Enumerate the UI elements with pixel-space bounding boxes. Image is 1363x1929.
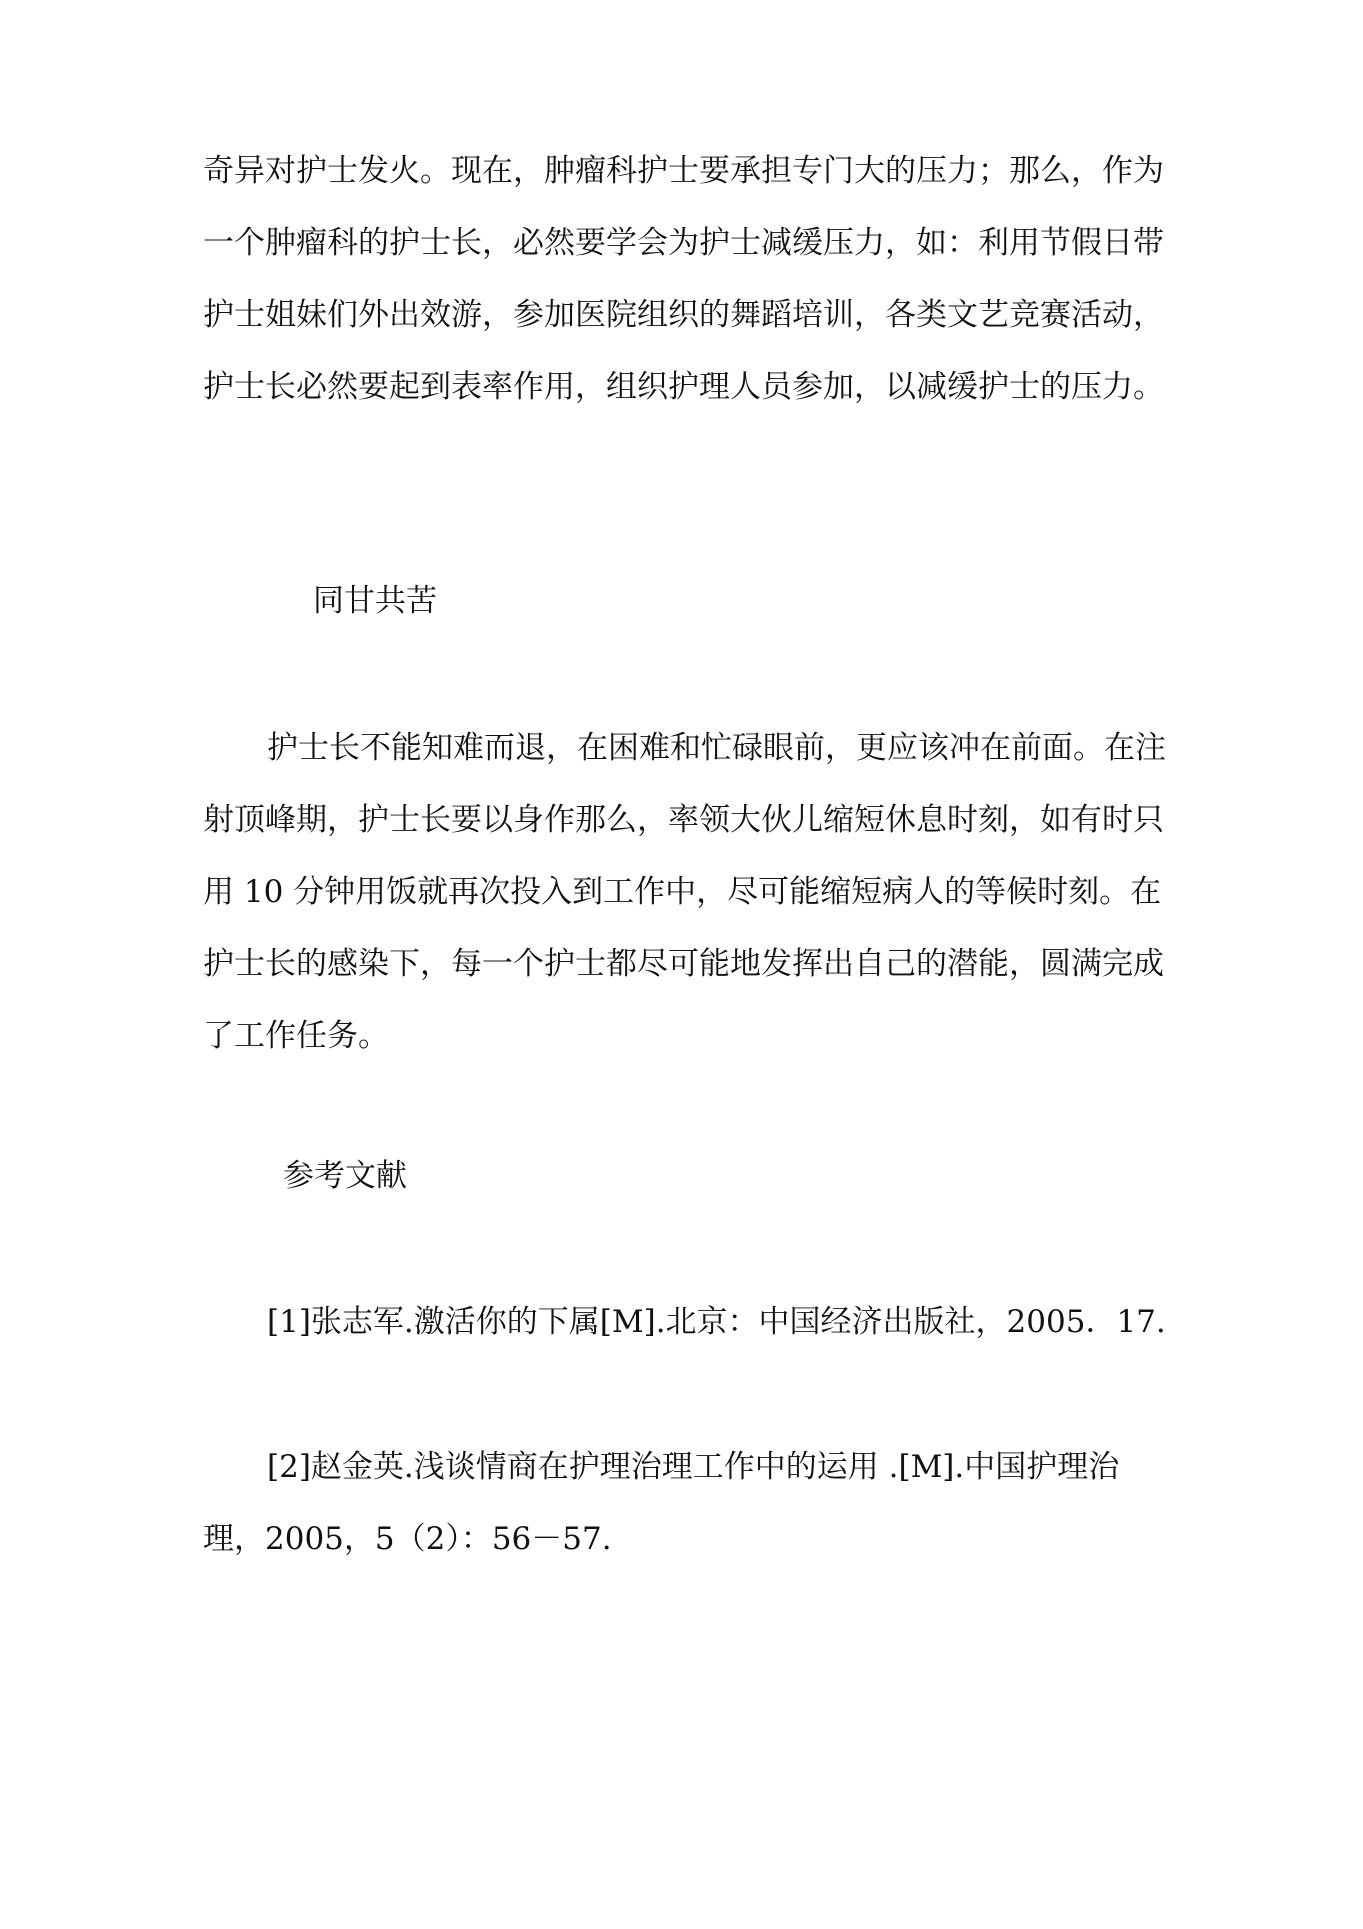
- body-paragraph: 奇异对护士发火。现在，肿瘤科护士要承担专门大的压力；那么，作为一个肿瘤科的护士长，必然要学会为护士减缓压力，如：利用节假日带护士姐妹们外出效游，参加医院组织的舞蹈培训，各类文艺竞赛活动，护士长必然要起到表率作用，组织护理人员参加，以减缓护士的压力。: [203, 153, 1164, 405]
- body-paragraph: 护士长不能知难而退，在困难和忙碌眼前，更应该冲在前面。在注射顶峰期，护士长要以身作那么，率领大伙儿缩短休息时刻，如有时只用 10 分钟用饭就再次投入到工作中，尽可能缩短病人的等候时刻。在护士长的感染下，每一个护士都尽可能地发挥出自己的潜能，圆满完成了工作任务。: [203, 730, 1166, 1054]
- references-heading: 参考文献: [283, 1158, 407, 1194]
- section-heading: 同甘共苦: [313, 583, 437, 619]
- reference-item: [2]赵金英.浅谈情商在护理治理工作中的运用 .[M].中国护理治理，2005，5（2）：56－57.: [203, 1449, 1120, 1557]
- reference-item: [1]张志军.激活你的下属[M].北京：中国经济出版社，2005．17.: [267, 1304, 1166, 1340]
